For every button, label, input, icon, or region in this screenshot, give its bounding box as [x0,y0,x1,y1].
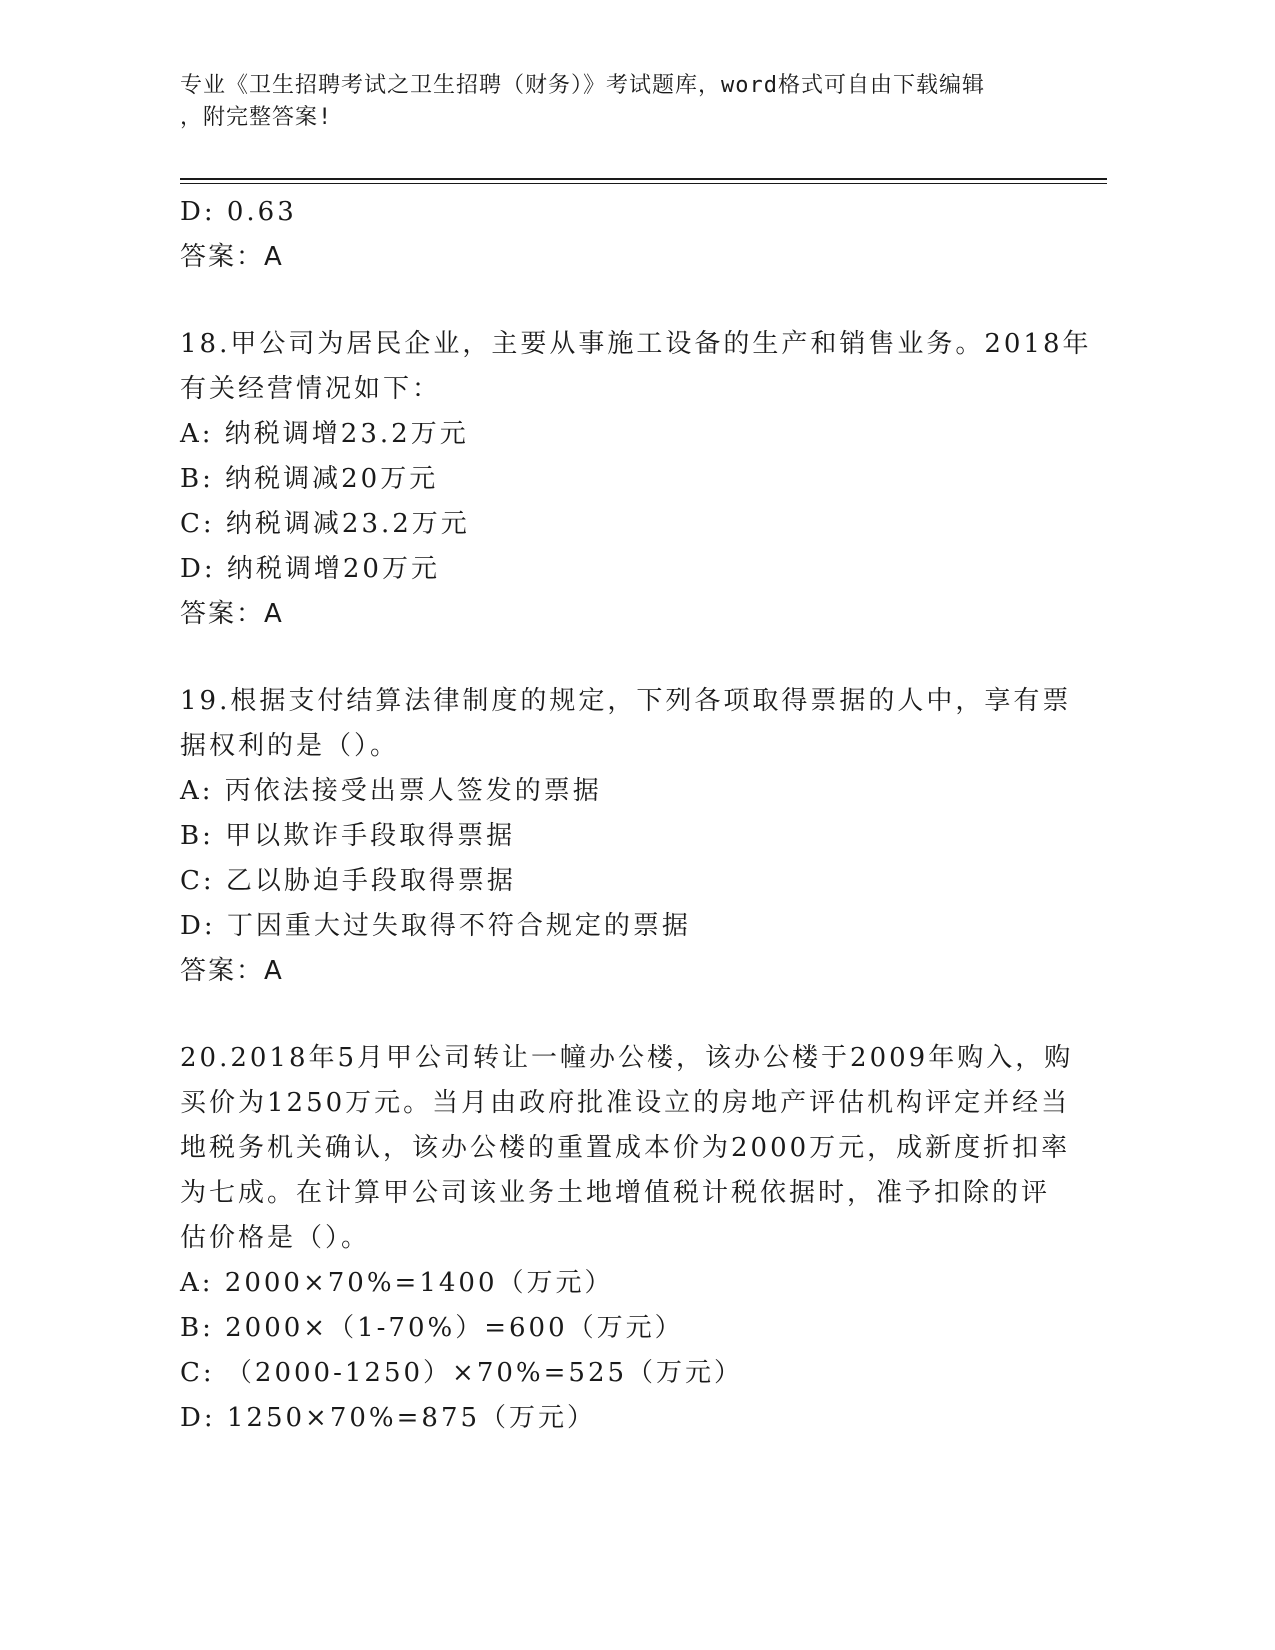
question-20-option-a: A: 2000×70%=1400（万元） [180,1268,614,1298]
question-20-option-b: B: 2000×（1-70%）=600（万元） [180,1313,684,1343]
question-18-stem-line-1: 18.甲公司为居民企业，主要从事施工设备的生产和销售业务。2018年 [180,329,1092,359]
question-20-stem-line-1: 20.2018年5月甲公司转让一幢办公楼，该办公楼于2009年购入，购 [180,1043,1074,1073]
header-line-1: 专业《卫生招聘考试之卫生招聘（财务）》考试题库，word格式可自由下载编辑 [180,73,985,98]
question-content [180,190,1092,1441]
question-19-option-b: B: 甲以欺诈手段取得票据 [180,821,516,851]
question-20-option-d: D: 1250×70%=875（万元） [180,1403,597,1433]
question-20-option-c: C: （2000-1250）×70%=525（万元） [180,1358,744,1388]
question-19 [180,679,1072,994]
question-18 [180,322,1092,637]
question-19-stem-line-2: 据权利的是（）。 [180,731,400,761]
prev-answer: 答案：A [180,242,284,272]
question-20-stem-line-2: 买价为1250万元。当月由政府批准设立的房地产评估机构评定并经当 [180,1088,1071,1118]
spacer [180,994,1040,1036]
question-18-option-c: C: 纳税调减23.2万元 [180,509,470,539]
question-20 [180,1036,1074,1441]
header-divider-thin [180,183,1107,184]
question-18-answer: 答案：A [180,599,284,629]
question-19-stem-line-1: 19.根据支付结算法律制度的规定，下列各项取得票据的人中，享有票 [180,686,1072,716]
question-20-stem-line-5: 估价格是（）。 [180,1223,371,1253]
prev-option-d: D: 0.63 [180,197,297,227]
question-19-option-d: D: 丁因重大过失取得不符合规定的票据 [180,911,691,941]
question-20-stem-line-3: 地税务机关确认，该办公楼的重置成本价为2000万元，成新度折扣率 [180,1133,1071,1163]
header-divider [180,178,1107,180]
spacer [180,280,1040,322]
question-18-option-d: D: 纳税调增20万元 [180,554,440,584]
question-18-option-a: A: 纳税调增23.2万元 [180,419,469,449]
spacer [180,637,1040,679]
question-19-answer: 答案：A [180,956,284,986]
question-18-stem-line-2: 有关经营情况如下： [180,374,442,404]
question-19-option-a: A: 丙依法接受出票人签发的票据 [180,776,602,806]
question-19-option-c: C: 乙以胁迫手段取得票据 [180,866,516,896]
document-header [180,70,1040,134]
question-20-stem-line-4: 为七成。在计算甲公司该业务土地增值税计税依据时，准予扣除的评 [180,1178,1051,1208]
question-18-option-b: B: 纳税调减20万元 [180,464,439,494]
header-line-2: ，附完整答案! [180,105,333,130]
